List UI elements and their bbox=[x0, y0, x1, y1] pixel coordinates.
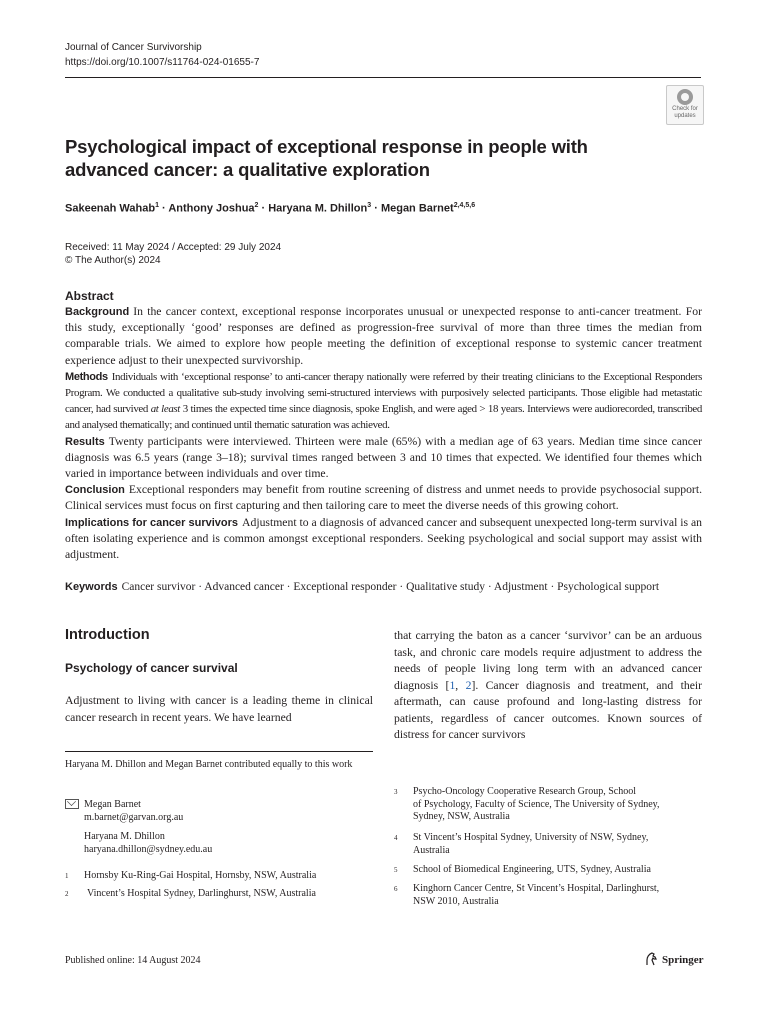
methods-label: Methods bbox=[65, 370, 108, 383]
mail-icon bbox=[65, 799, 79, 809]
abstract-implications bbox=[65, 515, 702, 564]
author-separator: · bbox=[258, 202, 269, 215]
affiliation bbox=[394, 864, 704, 877]
journal-header bbox=[65, 40, 259, 70]
affiliation-number: 5 bbox=[394, 866, 398, 874]
keywords bbox=[65, 581, 705, 593]
affiliation-number: 6 bbox=[394, 885, 398, 893]
methods-text-2: 3 times the expected time since diagnosis, spoke English, and were aged > 18 years. Interviews were audiorecorded, transcribed and analysed thematically; and continued until thematic saturation was achieved. bbox=[65, 403, 703, 432]
contact-email[interactable]: haryana.dhillon@sydney.edu.au bbox=[84, 843, 213, 855]
publisher-name: Springer bbox=[662, 954, 704, 966]
affiliation-line: Sydney, NSW, Australia bbox=[413, 811, 510, 822]
header-rule bbox=[65, 77, 701, 78]
article-title: Psychological impact of exceptional response in people with advanced cancer: a qualitative exploration bbox=[65, 136, 588, 180]
copyright: © The Author(s) 2024 bbox=[65, 255, 161, 266]
affiliation-number: 3 bbox=[394, 788, 398, 796]
citation-separator: , bbox=[455, 678, 466, 692]
body-text: ]. Cancer diagnosis and treatment, and their aftermath, can cause profound and long-lasting distress for patients, regardless of cancer outcomes. Known sources of distress for cancer survivors bbox=[394, 678, 703, 741]
affiliation-line: Kinghorn Cancer Centre, St Vincent’s Hospital, Darlinghurst, bbox=[413, 883, 660, 894]
author-separator: · bbox=[158, 202, 169, 215]
background-text: In the cancer context, exceptional response incorporates unusual or unexpected response to anti-cancer treatment. For this study, exceptionally ‘good’ responses are defined as progression-free survival of more than three times the median from comparable trials. We aimed to explore how people meeting the definition of exceptional response to systemic cancer treatment experience adjust to their unexpected survivorship. bbox=[65, 305, 702, 367]
abstract-heading: Abstract bbox=[65, 289, 114, 303]
contact-block bbox=[84, 799, 183, 824]
affiliation-line: of Psychology, Faculty of Science, The University of Sydney, bbox=[413, 798, 660, 810]
affiliation-number: 1 bbox=[65, 872, 69, 880]
methods-text: Individuals with ‘exceptional response’ to anti-cancer therapy nationally were referred by their treating clinicians to the Exceptional Responders Program. We conducted a qualitative sub-study involving semi-structured interviews with purposively selected participants. Those eligible had metastatic cancer, had survived bbox=[65, 370, 702, 416]
affiliation-text: Hornsby Ku-Ring-Gai Hospital, Hornsby, NSW, Australia bbox=[84, 870, 317, 881]
keywords-text: Cancer survivor · Advanced cancer · Exceptional responder · Qualitative study · Adjustment · Psychological support bbox=[121, 581, 660, 593]
journal-name: Journal of Cancer Survivorship bbox=[65, 42, 202, 53]
published-online: Published online: 14 August 2024 bbox=[65, 955, 201, 966]
affiliation-number: 4 bbox=[394, 834, 398, 842]
contact-name: Megan Barnet bbox=[84, 799, 141, 810]
subsection-heading: Psychology of cancer survival bbox=[65, 661, 238, 675]
author-affiliation-ref: 1 bbox=[155, 202, 159, 209]
affiliation bbox=[65, 888, 375, 901]
conclusion-label: Conclusion bbox=[65, 484, 125, 497]
affiliation-line: NSW 2010, Australia bbox=[413, 895, 499, 907]
background-label: Background bbox=[65, 306, 130, 318]
body-paragraph-left: Adjustment to living with cancer is a leading theme in clinical cancer research in recent years. We have learned bbox=[65, 694, 373, 724]
body-paragraph-right bbox=[394, 628, 702, 744]
contact-email[interactable]: m.barnet@garvan.org.au bbox=[84, 811, 184, 823]
affiliation bbox=[394, 786, 704, 824]
author-name[interactable]: Sakeenah Wahab bbox=[65, 202, 156, 215]
citation-link[interactable]: 2 bbox=[465, 678, 472, 692]
results-label: Results bbox=[65, 435, 105, 448]
affiliation-line: St Vincent’s Hospital Sydney, University of NSW, Sydney, bbox=[413, 832, 649, 843]
author-affiliation-ref: 2,4,5,6 bbox=[453, 202, 476, 209]
results-text: Twenty participants were interviewed. Thirteen were male (65%) with a median age of 63 years. Median time since cancer diagnosis was 6.5 years (range 3–18); survival times ranged between 3 and 10 times that expected. We identified four themes which varied in importance between individuals and over time. bbox=[65, 434, 702, 481]
doi-link[interactable]: https://doi.org/10.1007/s11764-024-01655-7 bbox=[65, 57, 260, 68]
methods-emphasis: at least bbox=[150, 403, 180, 416]
keywords-label: Keywords bbox=[65, 581, 118, 593]
affiliation bbox=[65, 870, 375, 883]
author-affiliation-ref: 2 bbox=[254, 202, 259, 209]
badge-text-1: Check for bbox=[672, 106, 698, 112]
abstract-body bbox=[65, 304, 702, 563]
affiliation bbox=[394, 832, 704, 857]
implications-text: Adjustment to a diagnosis of advanced cancer and subsequent unexpected long-term survival is an often isolating experience and is common amongst exceptional responders. Seeking psychological and social support may assist with adjustment. bbox=[65, 515, 702, 562]
received-accepted: Received: 11 May 2024 / Accepted: 29 July 2024 bbox=[65, 242, 282, 253]
check-for-updates-badge[interactable] bbox=[666, 85, 704, 125]
author-affiliation-ref: 3 bbox=[367, 202, 372, 209]
affiliation bbox=[394, 883, 704, 908]
author-name[interactable]: Anthony Joshua bbox=[168, 202, 255, 215]
conclusion-text: Exceptional responders may benefit from routine screening of distress and unmet needs to provide psychosocial support. Clinical services must focus on first capturing and then tailoring care to meet the diverse needs of this growing cohort. bbox=[65, 483, 702, 513]
author-separator: · bbox=[371, 202, 381, 215]
publisher-logo bbox=[644, 952, 704, 966]
citation-link[interactable]: 1 bbox=[449, 678, 456, 692]
contribution-note: Haryana M. Dhillon and Megan Barnet contributed equally to this work bbox=[65, 759, 353, 770]
publication-dates bbox=[65, 241, 281, 267]
check-updates-icon bbox=[677, 89, 693, 105]
body-text: that carrying the baton as a cancer ‘survivor’ can be an arduous task, and chronic care models require adjustment to address the needs of people living long term with an advanced cancer diagnosis [ bbox=[394, 629, 702, 692]
badge-text-2: updates bbox=[674, 112, 696, 119]
abstract-methods bbox=[65, 369, 702, 434]
implications-label: Implications for cancer survivors bbox=[65, 516, 239, 529]
springer-horse-icon bbox=[644, 952, 658, 966]
abstract-background bbox=[65, 304, 702, 369]
affiliation-text: Vincent’s Hospital Sydney, Darlinghurst, NSW, Australia bbox=[87, 888, 316, 899]
affiliation-line: Australia bbox=[413, 844, 450, 856]
affiliation-number: 2 bbox=[65, 890, 69, 898]
abstract-results bbox=[65, 434, 702, 483]
author-name[interactable]: Megan Barnet bbox=[380, 202, 454, 215]
section-heading: Introduction bbox=[65, 627, 150, 643]
author-list bbox=[65, 202, 475, 215]
affiliation-text: School of Biomedical Engineering, UTS, Sydney, Australia bbox=[413, 864, 651, 875]
affiliation-line: Psycho-Oncology Cooperative Research Group, School bbox=[413, 786, 637, 797]
contact-block bbox=[84, 831, 212, 856]
footnote-rule bbox=[65, 751, 373, 752]
abstract-conclusion bbox=[65, 482, 702, 514]
author-name[interactable]: Haryana M. Dhillon bbox=[268, 202, 368, 215]
contact-name: Haryana M. Dhillon bbox=[84, 831, 165, 842]
